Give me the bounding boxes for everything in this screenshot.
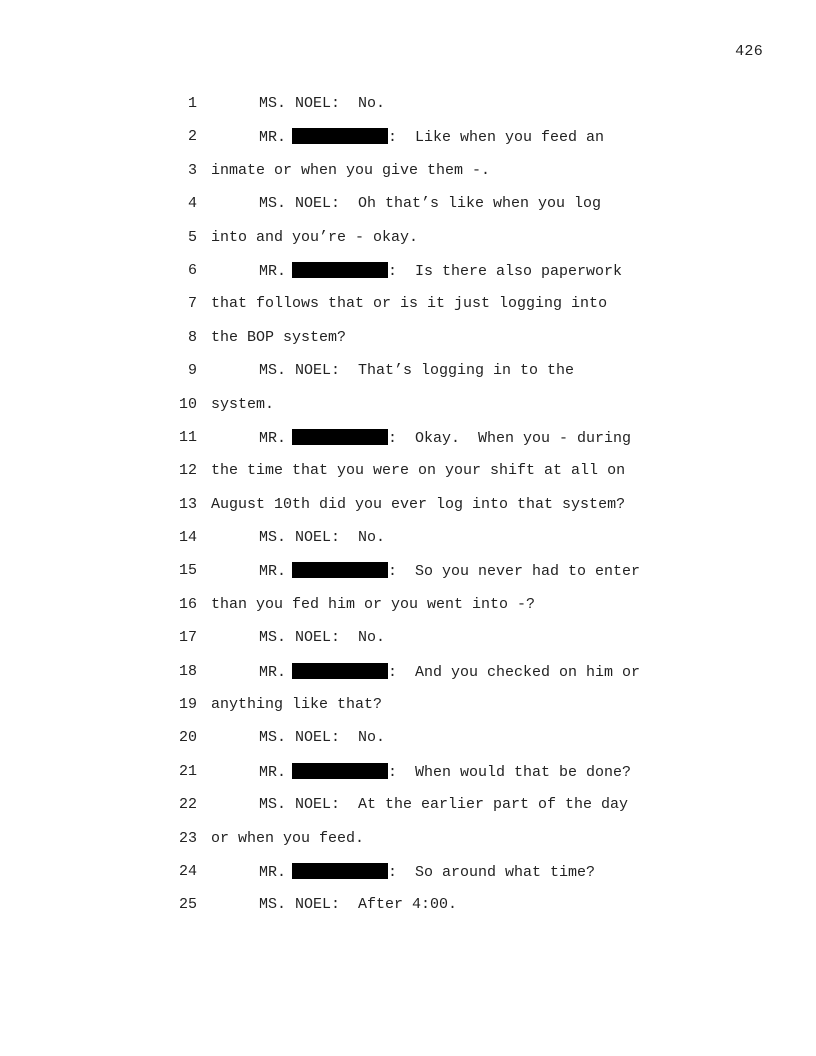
line-text-after: : Like when you feed an [388,129,605,147]
line-text [211,596,535,613]
transcript-line [0,521,816,554]
line-text-before: MR. [259,429,287,447]
line-text-before: MR. [259,763,287,781]
line-text [259,362,574,379]
line-number: 16 [178,595,197,613]
line-text [211,696,382,713]
transcript-line [0,120,816,153]
line-text-before: anything like that? [211,696,383,714]
line-number: 25 [178,896,197,914]
redaction-bar [292,128,388,144]
line-text [211,462,625,479]
line-number: 22 [178,796,197,814]
line-text-before: into and you’re - okay. [211,228,419,246]
line-text-before: than you fed him or you went into -? [211,595,536,613]
transcript-line [0,554,816,587]
line-number: 12 [178,462,197,480]
page-number: 426 [735,43,763,60]
line-number: 5 [187,228,197,246]
transcript-line [0,822,816,855]
line-text [259,562,640,580]
transcript-line [0,721,816,754]
line-number: 11 [178,428,197,446]
line-text [259,663,640,681]
transcript-line [0,154,816,187]
redaction-bar [292,663,388,679]
line-number: 19 [178,696,197,714]
line-text-after: : And you checked on him or [388,663,641,681]
line-text [259,863,595,881]
line-text-before: MR. [259,863,287,881]
line-text-after: : So around what time? [388,863,596,881]
redaction-bar [292,763,388,779]
line-text [259,262,622,280]
line-text [211,329,346,346]
transcript-line [0,254,816,287]
line-number: 7 [187,295,197,313]
transcript-line [0,388,816,421]
line-text-before: the BOP system? [211,328,347,346]
transcript-line [0,321,816,354]
line-number: 6 [187,261,197,279]
transcript-line [0,621,816,654]
line-text-before: MS. NOEL: That’s logging in to the [259,362,575,380]
line-text [259,529,385,546]
redaction-bar [292,562,388,578]
line-number: 9 [187,362,197,380]
line-number: 2 [187,128,197,146]
line-number: 24 [178,862,197,880]
line-text-after: : Okay. When you - during [388,429,632,447]
line-number: 3 [187,161,197,179]
line-text [259,729,385,746]
line-text [259,128,604,146]
line-number: 20 [178,729,197,747]
line-text-before: MS. NOEL: Oh that’s like when you log [259,195,602,213]
line-text-before: system. [211,395,275,413]
line-text-before: MR. [259,563,287,581]
transcript-line [0,688,816,721]
transcript-line [0,755,816,788]
line-text-after: : So you never had to enter [388,563,641,581]
line-text-before: MS. NOEL: No. [259,729,386,747]
redaction-bar [292,863,388,879]
line-text-before: that follows that or is it just logging into [211,295,608,313]
line-number: 21 [178,762,197,780]
line-text-after: : Is there also paperwork [388,262,623,280]
line-number: 17 [178,629,197,647]
transcript-line [0,588,816,621]
line-text [259,763,631,781]
transcript-line [0,221,816,254]
line-text [259,429,631,447]
line-text-before: or when you feed. [211,829,365,847]
line-text [259,95,385,112]
line-text [211,229,418,246]
line-text-before: MS. NOEL: No. [259,629,386,647]
transcript-line [0,788,816,821]
line-text [211,295,607,312]
line-text [211,830,364,847]
transcript-body [0,87,816,922]
line-text [259,629,385,646]
line-number: 14 [178,529,197,547]
line-text [211,496,625,513]
redaction-bar [292,429,388,445]
line-text-before: MS. NOEL: No. [259,95,386,112]
transcript-line [0,87,816,120]
line-number: 18 [178,662,197,680]
redaction-bar [292,262,388,278]
line-number: 8 [187,328,197,346]
line-text [259,796,628,813]
line-text-before: MS. NOEL: After 4:00. [259,896,458,914]
line-text [259,195,601,212]
line-text [211,396,274,413]
line-text-before: the time that you were on your shift at all on [211,462,626,480]
line-text-before: MR. [259,129,287,147]
transcript-line [0,855,816,888]
transcript-line [0,454,816,487]
line-text-before: MS. NOEL: No. [259,529,386,547]
line-text-before: MR. [259,663,287,681]
transcript-line [0,187,816,220]
line-number: 23 [178,829,197,847]
line-number: 15 [178,562,197,580]
transcript-line [0,354,816,387]
transcript-line [0,287,816,320]
line-text-before: August 10th did you ever log into that system? [211,495,626,513]
line-text [259,896,457,913]
transcript-line [0,488,816,521]
line-text [211,162,490,179]
transcript-line [0,888,816,921]
line-number: 1 [187,95,197,112]
line-text-before: inmate or when you give them -. [211,161,491,179]
line-text-before: MR. [259,262,287,280]
line-text-before: MS. NOEL: At the earlier part of the day [259,796,629,814]
transcript-line [0,655,816,688]
line-number: 4 [187,195,197,213]
line-number: 10 [178,395,197,413]
transcript-line [0,421,816,454]
line-number: 13 [178,495,197,513]
line-text-after: : When would that be done? [388,763,632,781]
